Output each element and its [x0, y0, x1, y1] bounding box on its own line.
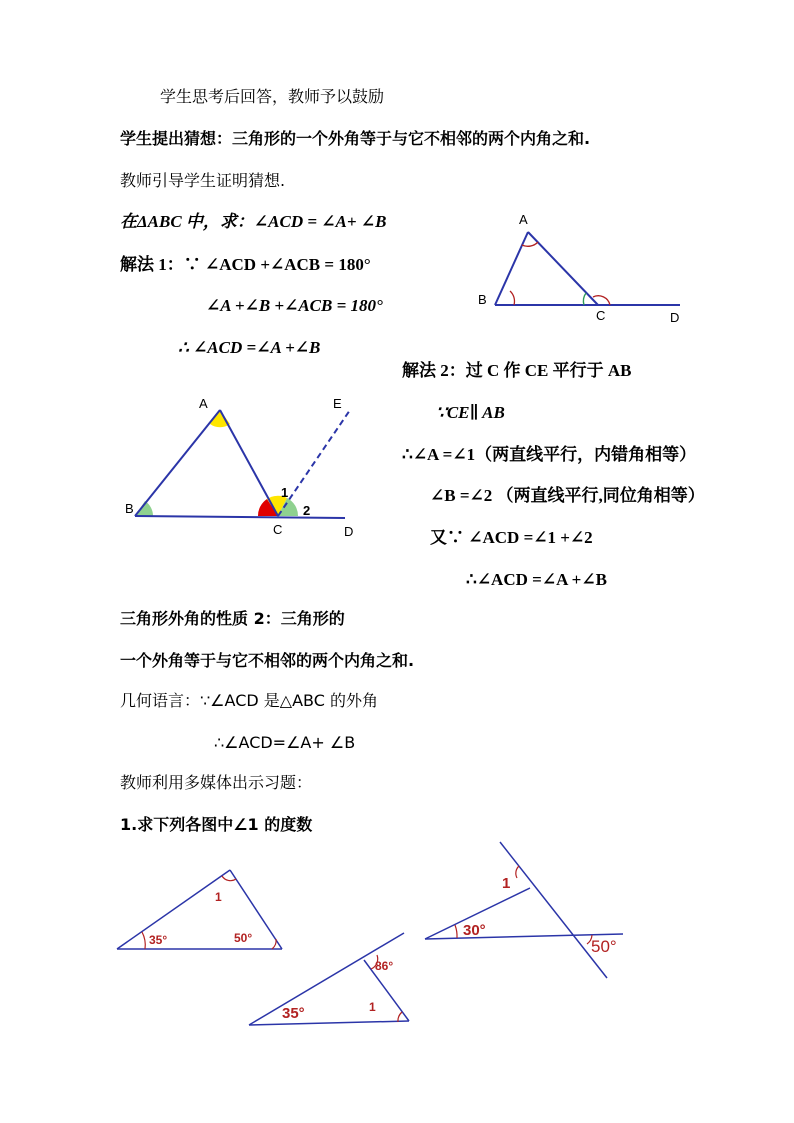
ex3-label-35: 35°	[282, 1005, 305, 1022]
fig1-label-a: A	[519, 212, 528, 227]
line-method1-step2: ∠A +∠B +∠ACB = 180°	[206, 296, 383, 315]
multimedia-line: 教师利用多媒体出示习题：	[120, 773, 313, 792]
method2-step1: ∵CE∥ AB	[436, 403, 505, 422]
method2-title: 解法 2：过 C 作 CE 平行于 AB	[402, 361, 632, 380]
method2-step4: 又∵ ∠ACD =∠1 +∠2	[430, 528, 593, 547]
method2-conclusion: ∴∠ACD =∠A +∠B	[466, 570, 607, 589]
property-title: 三角形外角的性质 2：三角形的	[120, 609, 345, 628]
fig2-label-b: B	[125, 501, 134, 516]
fig2-label-e: E	[333, 396, 342, 411]
line-problem: 在ΔABC 中，求：∠ACD = ∠A+ ∠B	[120, 212, 387, 231]
fig1-label-c: C	[596, 308, 606, 323]
exercise-triangle-3	[244, 930, 414, 1030]
fig1-label-d: D	[670, 310, 680, 325]
method2-step2: ∴∠A =∠1（两直线平行，内错角相等）	[402, 445, 697, 464]
fig2-label-angle2: 2	[303, 503, 311, 518]
ex1-label-angle1: 1	[215, 890, 222, 904]
triangle-figure-2	[115, 390, 375, 545]
ex2-label-angle1: 1	[502, 875, 511, 892]
fig2-label-d: D	[344, 524, 354, 539]
ex2-label-30: 30°	[463, 922, 486, 939]
geometry-language: 几何语言：∵∠ACD 是△ABC 的外角	[120, 691, 378, 710]
fig2-label-a: A	[199, 396, 208, 411]
ex1-label-35: 35°	[149, 933, 168, 947]
line-method1-conclusion: ∴ ∠ACD =∠A +∠B	[178, 338, 321, 357]
fig2-label-angle1: 1	[281, 485, 289, 500]
triangle-figure-1	[470, 205, 700, 330]
exercise-figure-2	[420, 838, 645, 983]
ex3-label-angle1: 1	[369, 1000, 376, 1014]
line-teacher-guide: 教师引导学生证明猜想.	[120, 171, 286, 190]
method2-step3: ∠B =∠2 （两直线平行,同位角相等）	[430, 486, 705, 505]
ex1-label-50: 50°	[234, 931, 253, 945]
line-method1: 解法 1：∵ ∠ACD +∠ACB = 180°	[120, 255, 371, 274]
property-text: 一个外角等于与它不相邻的两个内角之和.	[120, 651, 415, 670]
fig2-label-c: C	[273, 522, 283, 537]
fig1-label-b: B	[478, 292, 487, 307]
geometry-conclusion: ∴∠ACD=∠A+ ∠B	[214, 733, 356, 752]
ex2-label-50: 50°	[591, 937, 617, 956]
exercise-title: 1.求下列各图中∠1 的度数	[120, 815, 313, 834]
line-conjecture: 学生提出猜想：三角形的一个外角等于与它不相邻的两个内角之和.	[120, 129, 591, 148]
line-student-answer: 学生思考后回答，教师予以鼓励	[160, 87, 385, 106]
ex3-label-86: 86°	[375, 959, 394, 973]
